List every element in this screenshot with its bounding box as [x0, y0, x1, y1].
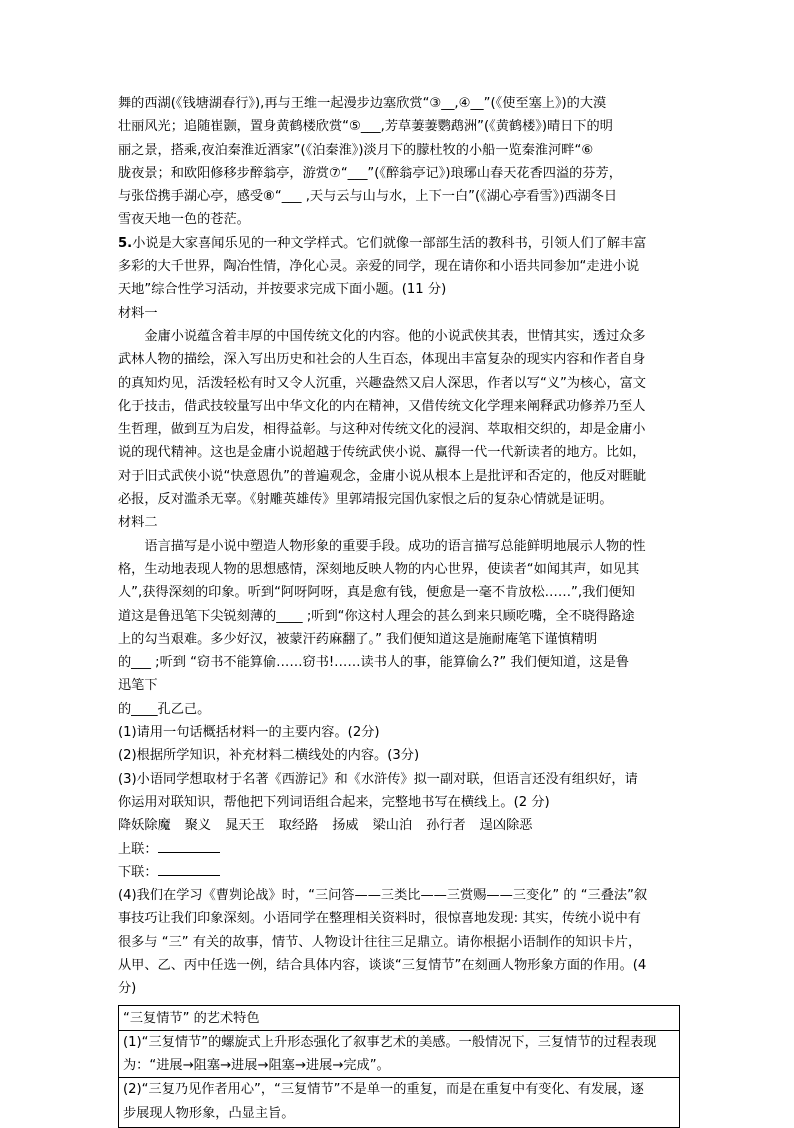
text-line: 必报，反对滥杀无辜。《射雕英雄传》里郭靖报完国仇家恨之后的复杂心情就是证明。 [118, 492, 613, 508]
card-item-1 [119, 1030, 679, 1078]
upper-couplet-label: 上联： [118, 841, 158, 857]
text-line: 分) [118, 981, 137, 997]
card-title: “三复情节” 的艺术特色 [123, 1010, 260, 1026]
upper-couplet-blank[interactable] [158, 838, 220, 853]
text-line: 舞的西湖(《钱塘湖春行》),再与王维一起漫步边塞欣赏“③__,④__”(《使至塞上》)的大漠 [118, 96, 607, 111]
word-list [118, 814, 678, 837]
text-line: 武林人物的描绘，深入写出历史和社会的人生百态，体现出丰富复杂的现实内容和作者自身 [118, 352, 646, 368]
text-line: 说的现代精神。这也是金庸小说超越于传统武侠小说、赢得一代一代新读者的地方。比如， [118, 445, 646, 461]
text-line: 很多与 “三” 有关的故事，情节、人物设计往往三足鼎立。请你根据小语制作的知识卡片， [118, 934, 642, 950]
text-line: 多彩的大千世界，陶冶性情，净化心灵。亲爱的同学，现在请你和小语共同参加“走进小说 [118, 259, 640, 275]
text-line: 对于旧式武侠小说“快意恩仇”的普遍观念，金庸小说从根本上是批评和否定的，他反对睚眦 [118, 468, 646, 484]
upper-couplet [118, 838, 678, 861]
word-item: 孙行者 [426, 818, 466, 834]
material-1-title: 材料一 [118, 305, 158, 321]
intro-paragraph [118, 92, 678, 232]
lower-couplet-label: 下联： [118, 864, 158, 880]
lower-couplet [118, 861, 678, 884]
text-line: 的____孔乙己。 [118, 701, 211, 717]
text-line: 金庸小说蕴含着丰厚的中国传统文化的内容。他的小说武侠其表，世情其实，透过众多 [144, 328, 646, 344]
text-line: 上的勾当艰难。多少好汉，被蒙汗药麻翻了。” 我们便知道这是施耐庵笔下谨慎精明 [118, 631, 598, 647]
text-line: 事技巧让我们印象深刻。小语同学在整理相关资料时，很惊喜地发现: 其实，传统小说中有 [118, 911, 641, 927]
material-2 [118, 535, 678, 721]
text-line: 与张岱携手湖心亭，感受⑧“___ ,天与云与山与水，上下一白”(《湖心亭看雪》)西湖冬日 [118, 189, 618, 205]
question-number: 5. [118, 235, 133, 251]
text-line: 迅笔下 [118, 678, 158, 694]
card-item-2 [119, 1077, 679, 1125]
text-line: 的___ ;听到 “窃书不能算偷……窃书!……读书人的事，能算偷么?” 我们便知道，这是鲁 [118, 655, 630, 671]
text-line: 从甲、乙、丙中任选一例，结合具体内容，谈谈“三复情节”在刻画人物形象方面的作用。(4 [118, 957, 647, 973]
word-item: 梁山泊 [372, 818, 413, 834]
word-item: 降妖除魔 [118, 818, 171, 834]
text-line: 你运用对联知识，帮他把下列词语组合起来，完整地书写在横线上。(2 分) [118, 794, 550, 810]
text-line: 人”,获得深刻的印象。听到“阿呀阿呀，真是愈有钱，便愈是一毫不肯放松……”,我们便知 [118, 585, 635, 601]
text-line: 为：“进展→阻塞→进展→阻塞→进展→完成”。 [123, 1058, 390, 1074]
text-line: 雪夜天地一色的苍茫。 [118, 212, 250, 228]
word-item: 取经路 [278, 818, 319, 834]
text-line: 的真知灼见，活泼轻松有时又令人沉重，兴趣盎然又启人深思，作者以写“义”为核心，富文 [118, 375, 646, 391]
word-item: 聚义 [184, 818, 212, 834]
text-line: 丽之景，搭乘,夜泊秦淮近酒家”(《泊秦淮》)淡月下的朦杜牧的小船一览秦淮河畔“⑥ [118, 142, 594, 158]
material-2-title: 材料二 [118, 515, 158, 531]
text-line: 天地”综合性学习活动，并按要求完成下面小题。(11 分) [118, 282, 447, 298]
text-line: (2)“三复乃见作者用心”，“三复情节”不是单一的重复，而是在重复中有变化、有发展，逐 [123, 1082, 644, 1098]
text-line: 壮丽风光；追随崔颢，置身黄鹤楼欣赏“⑤___,芳草萋萋鹦鹉洲”(《黄鹤楼》)晴日下的明 [118, 119, 613, 135]
sub-question-4 [118, 884, 678, 1000]
text-line: (3)小语同学想取材于名著《西游记》和《水浒传》拟一副对联，但语言还没有组织好，请 [118, 771, 638, 787]
sub-question-1: (1)请用一句话概括材料一的主要内容。(2分) [118, 725, 380, 741]
word-item: 逞凶除恶 [479, 818, 533, 834]
sub-question-2: (2)根据所学知识，补充材料二横线处的内容。(3分) [118, 748, 420, 764]
knowledge-card [118, 1005, 680, 1128]
text-line: (4)我们在学习《曹刿论战》时，“三问答——三类比——三赏赐——三变化” 的 “三叠法”叙 [118, 888, 648, 904]
word-item: 扬威 [332, 818, 359, 834]
text-line: 道这是鲁迅笔下尖锐刻薄的____ ;听到“你这村人理会的甚么到来只顾吃嘴，全不晓得路途 [118, 608, 635, 624]
text-line: 语言描写是小说中塑造人物形象的重要手段。成功的语言描写总能鲜明地展示人物的性 [144, 538, 646, 554]
material-1 [118, 325, 678, 511]
lower-couplet-blank[interactable] [158, 861, 220, 876]
sub-question-3 [118, 768, 678, 815]
text-line: 小说是大家喜闻乐见的一种文学样式。它们就像一部部生活的教科书，引领人们了解丰富 [132, 235, 647, 251]
exam-page [118, 92, 678, 1128]
question-5 [118, 232, 678, 302]
word-item: 晁天王 [225, 818, 265, 834]
text-line: 格，生动地表现人物的思想感情，深刻地反映人物的内心世界，使读者“如闻其声，如见其 [118, 561, 640, 577]
text-line: 胧夜景；和欧阳修移步醉翁亭，游赏⑦“___”(《醉翁亭记》)琅琊山春天花香四溢的芬芳， [118, 165, 622, 181]
text-line: 化于技击，借武技较量写出中华文化的内在精神，又借传统文化学理来阐释武功修养乃至人 [118, 398, 646, 414]
text-line: (1)“三复情节”的螺旋式上升形态强化了叙事艺术的美感。一般情况下，三复情节的过程表现 [123, 1034, 657, 1050]
text-line: 步展现人物形象，凸显主旨。 [123, 1105, 295, 1121]
text-line: 生哲理，做到互为启发，相得益彰。与这种对传统文化的浸润、萃取相交织的，却是金庸小 [118, 422, 646, 438]
